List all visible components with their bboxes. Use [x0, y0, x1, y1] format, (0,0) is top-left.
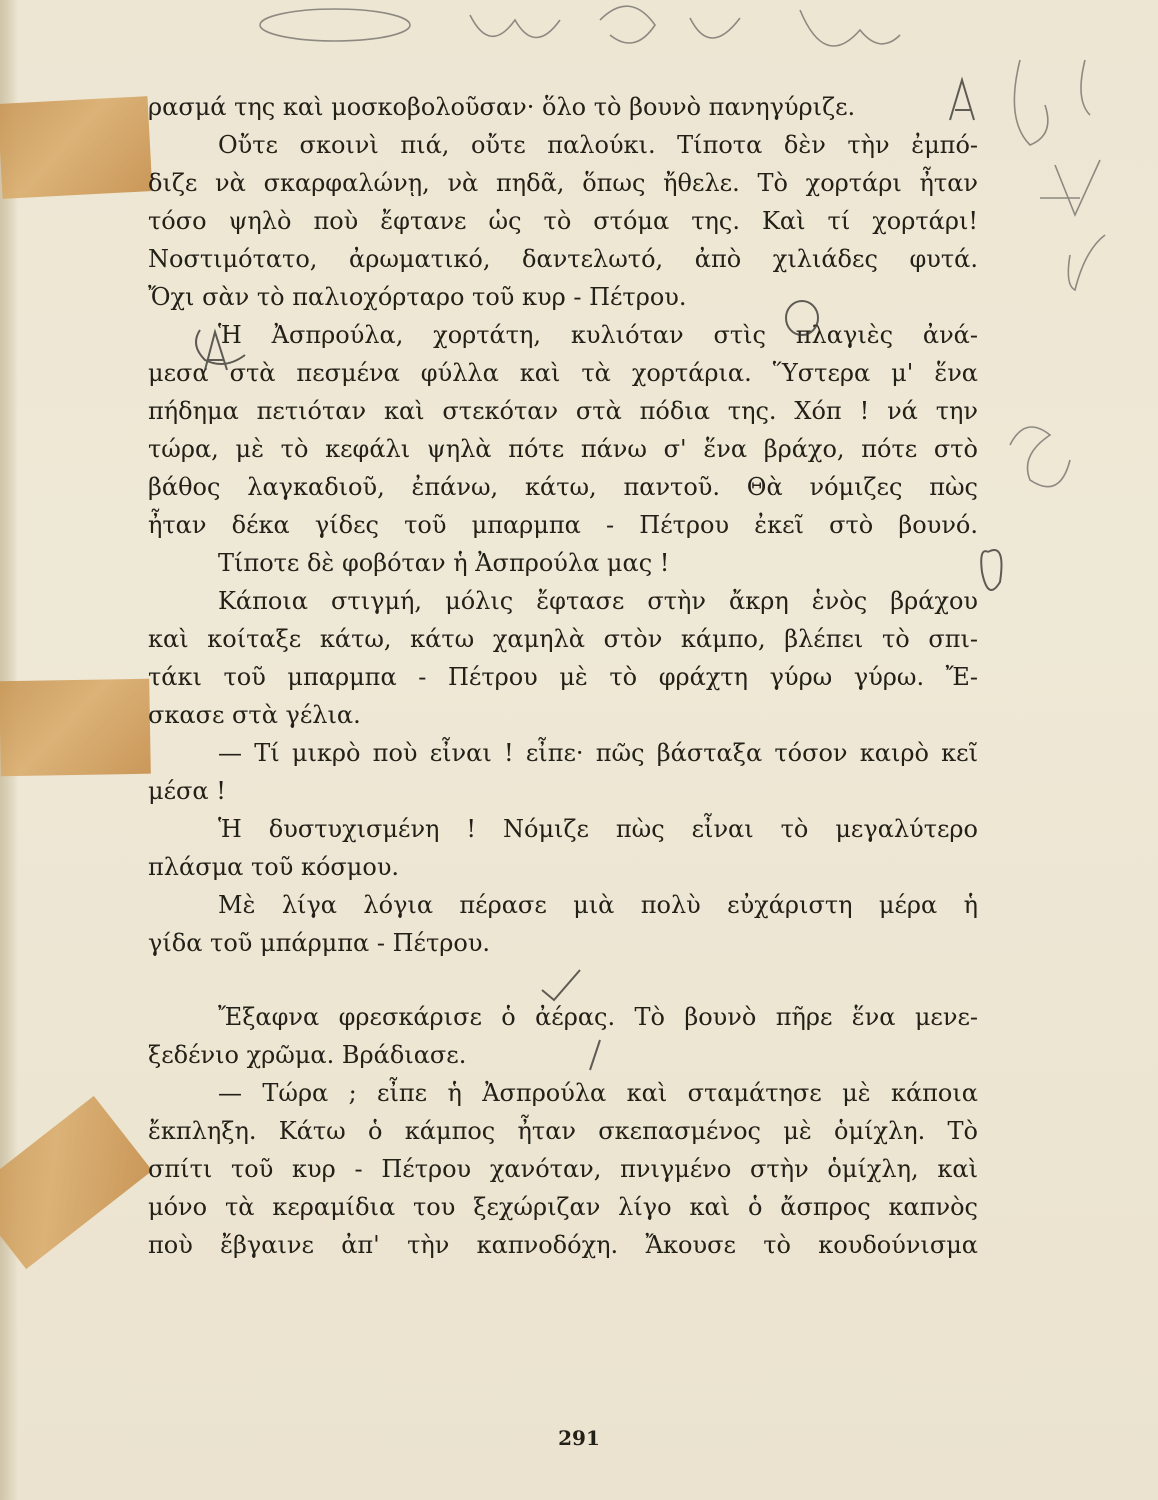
text-line: Νοστιμότατο, ἀρωματικό, δαντελωτό, ἀπὸ χιλιάδες φυτά. — [148, 245, 978, 273]
text-line: Κάποια στιγμή, μόλις ἔφτασε στὴν ἄκρη ἑνὸς βράχου — [218, 587, 978, 615]
text-line: Ἡ Ἀσπρούλα, χορτάτη, κυλιόταν στὶς πλαγιὲς ἀνά- — [218, 321, 978, 349]
text-line: ἔκπληξη. Κάτω ὁ κάμπος ἦταν σκεπασμένος μὲ ὁμίχλη. Τὸ — [148, 1117, 978, 1145]
text-line: διζε νὰ σκαρφαλώνῃ, νὰ πηδᾶ, ὅπως ἤθελε. Τὸ χορτάρι ἦταν — [148, 169, 978, 197]
text-line: — Τώρα ; εἶπε ἡ Ἀσπρούλα καὶ σταμάτησε μὲ κάποια — [218, 1079, 978, 1107]
text-line: ρασμά της καὶ μοσκοβολοῦσαν· ὅλο τὸ βουνὸ πανηγύριζε. — [148, 93, 856, 121]
text-line: Ἔξαφνα φρεσκάρισε ὁ ἀέρας. Τὸ βουνὸ πῆρε ἕνα μενε- — [218, 1003, 978, 1031]
text-line: μέσα ! — [148, 777, 226, 805]
text-line: μεσα στὰ πεσμένα φύλλα καὶ τὰ χορτάρια. Ὕστερα μ' ἕνα — [148, 359, 978, 387]
text-line: τόσο ψηλὸ ποὺ ἔφτανε ὡς τὸ στόμα της. Καὶ τί χορτάρι! — [148, 207, 978, 235]
text-line: Οὔτε σκοινὶ πιά, οὔτε παλούκι. Τίποτα δὲν τὴν ἐμπό- — [218, 131, 978, 159]
top-margin-scribbles — [260, 6, 900, 46]
text-line: ξεδένιο χρῶμα. Βράδιασε. — [148, 1041, 467, 1069]
text-line: σκασε στὰ γέλια. — [148, 701, 361, 729]
text-line: τώρα, μὲ τὸ κεφάλι ψηλὰ πότε πάνω σ' ἕνα βράχο, πότε στὸ — [148, 435, 978, 463]
text-line: σπίτι τοῦ κυρ - Πέτρου χανόταν, πνιγμένο στὴν ὁμίχλη, καὶ — [148, 1155, 978, 1183]
page-number: 291 — [558, 1426, 600, 1450]
text-line: ἦταν δέκα γίδες τοῦ μπαρμπα - Πέτρου ἐκεῖ στὸ βουνό. — [148, 511, 978, 539]
text-annotations — [196, 80, 1002, 1070]
text-line: καὶ κοίταξε κάτω, κάτω χαμηλὰ στὸν κάμπο, βλέπει τὸ σπι- — [148, 625, 978, 653]
text-line: γίδα τοῦ μπάρμπα - Πέτρου. — [148, 929, 491, 957]
text-line: βάθος λαγκαδιοῦ, ἐπάνω, κάτω, παντοῦ. Θὰ νόμιζες πὼς — [148, 473, 978, 501]
text-line: μόνο τὰ κεραμίδια του ξεχώριζαν λίγο καὶ ὁ ἄσπρος καπνὸς — [148, 1193, 978, 1221]
text-line: — Τί μικρὸ ποὺ εἶναι ! εἶπε· πῶς βάσταξα τόσον καιρὸ κεῖ — [218, 739, 978, 767]
text-line: ποὺ ἔβγαινε ἀπ' τὴν καπνοδόχη. Ἄκουσε τὸ κουδούνισμα — [148, 1231, 978, 1259]
text-line: πήδημα πετιόταν καὶ στεκόταν στὰ πόδια της. Χόπ ! νά την — [148, 397, 978, 425]
text-line: Μὲ λίγα λόγια πέρασε μιὰ πολὺ εὐχάριστη μέρα ἡ — [218, 891, 978, 919]
text-line: Ὄχι σὰν τὸ παλιοχόρταρο τοῦ κυρ - Πέτρου. — [148, 283, 687, 311]
text-line: τάκι τοῦ μπαρμπα - Πέτρου μὲ τὸ φράχτη γύρω γύρω. Ἔ- — [148, 663, 978, 691]
right-margin-scribbles — [1010, 60, 1105, 487]
text-line: Τίποτε δὲ φοβόταν ἡ Ἀσπρούλα μας ! — [218, 549, 670, 577]
text-line: Ἡ δυστυχισμένη ! Νόμιζε πὼς εἶναι τὸ μεγαλύτερο — [218, 815, 978, 843]
text-line: πλάσμα τοῦ κόσμου. — [148, 853, 400, 881]
